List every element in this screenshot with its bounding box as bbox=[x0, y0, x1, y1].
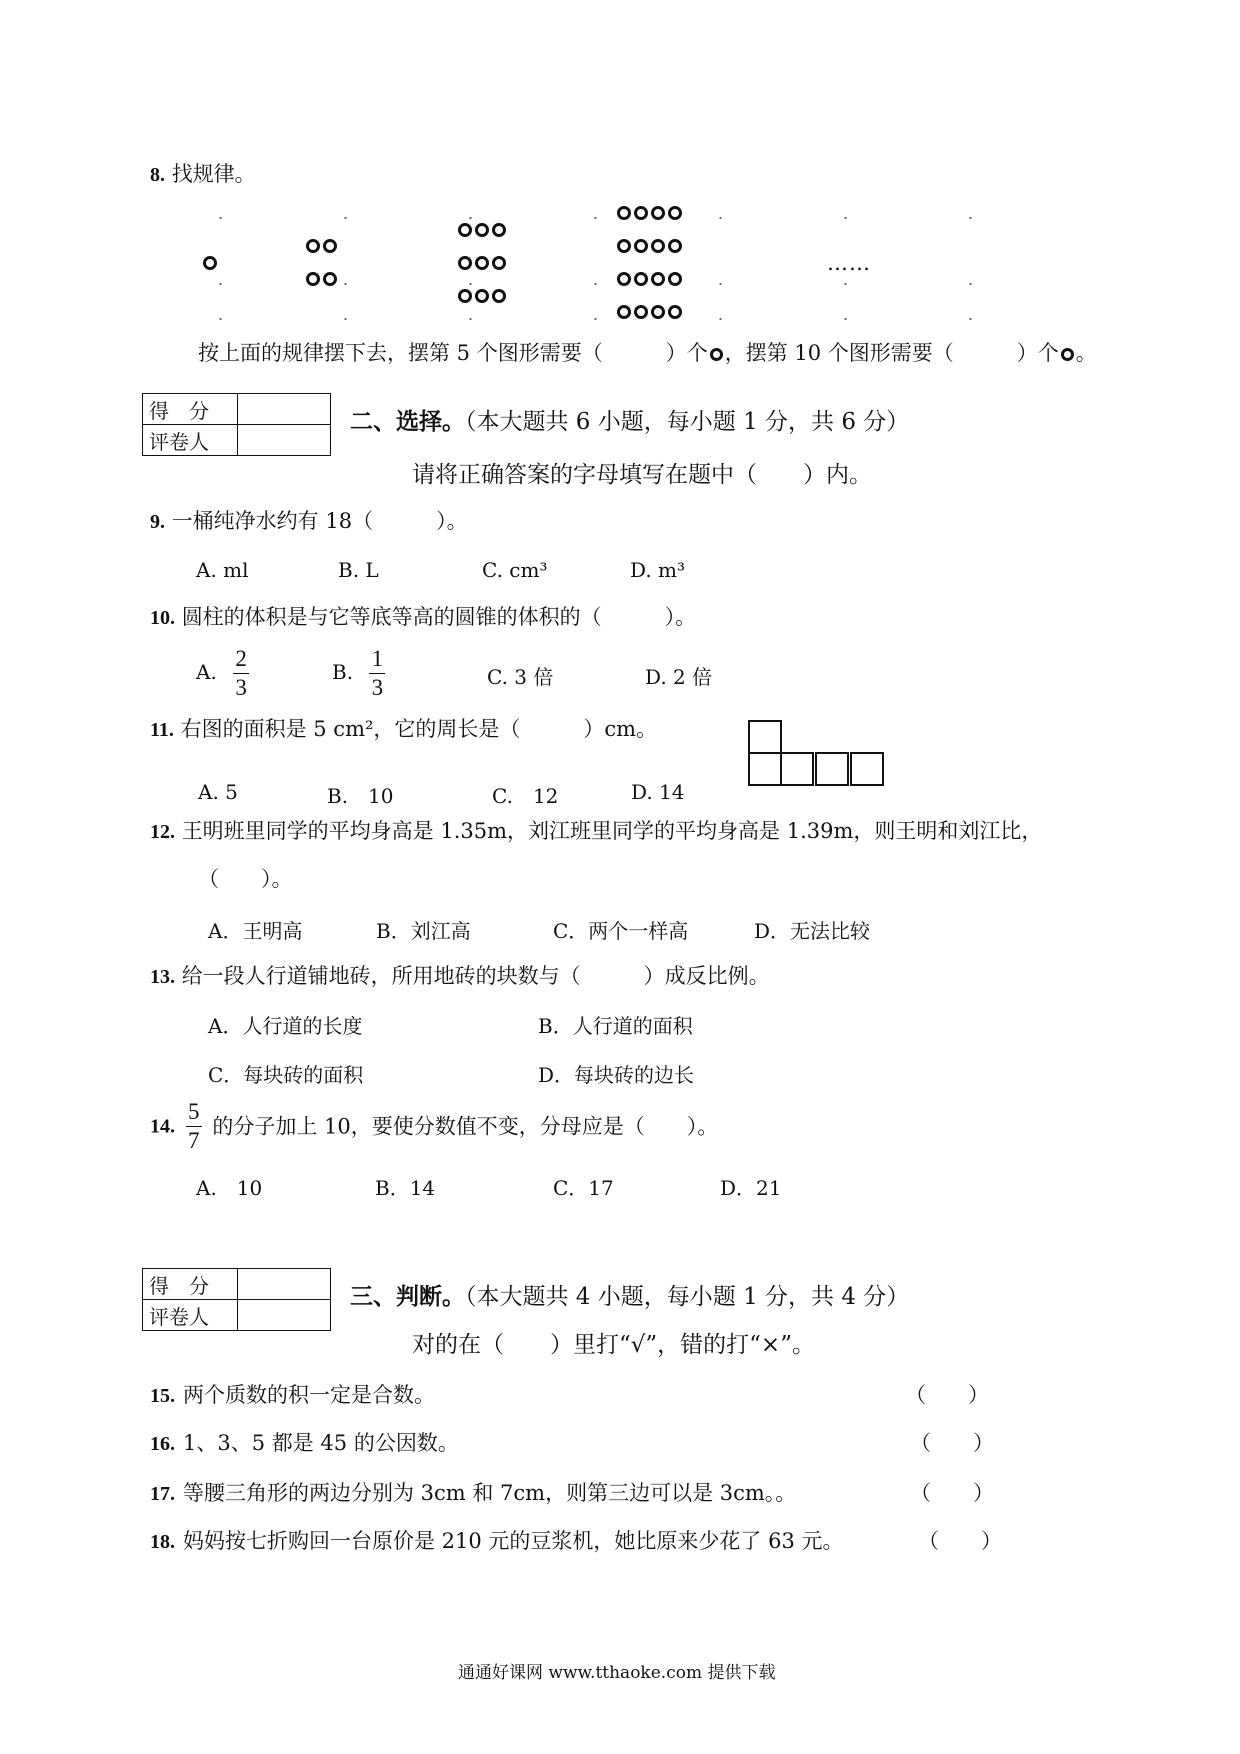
score-field[interactable] bbox=[238, 1269, 331, 1300]
option-a[interactable]: A．人行道的长度 bbox=[208, 1014, 363, 1038]
pattern-row bbox=[306, 269, 340, 302]
score-label: 得 分 bbox=[143, 394, 238, 425]
reviewer-label: 评卷人 bbox=[143, 1300, 238, 1331]
ring-icon bbox=[492, 223, 506, 237]
question-number: 13. bbox=[150, 966, 175, 988]
ring-icon bbox=[668, 239, 682, 253]
question-text: 找规律。 bbox=[171, 162, 256, 186]
ring-icon bbox=[651, 206, 665, 220]
q13 bbox=[150, 963, 770, 990]
option-d[interactable]: D. 2 倍 bbox=[645, 665, 713, 689]
answer-blank[interactable]: （ ） bbox=[910, 1431, 994, 1455]
option-label: A. bbox=[196, 660, 217, 684]
pattern-row bbox=[617, 203, 685, 236]
ring-icon bbox=[475, 223, 489, 237]
section-scoring: （本大题共 6 小题，每小题 1 分，共 6 分） bbox=[465, 409, 910, 435]
score-table bbox=[142, 393, 331, 456]
question-number: 14. bbox=[150, 1115, 175, 1138]
option-d[interactable]: D. 14 bbox=[631, 780, 685, 804]
option-b[interactable]: B. L bbox=[338, 558, 379, 582]
question-number: 9. bbox=[150, 511, 165, 533]
section-instruction: 请将正确答案的字母填写在题中（ ）内。 bbox=[412, 462, 872, 488]
judgement-question bbox=[150, 1480, 796, 1507]
pattern-row bbox=[458, 219, 509, 252]
question-text: 右图的面积是 5 cm²，它的周长是（ ）cm。 bbox=[180, 717, 658, 741]
ring-icon bbox=[651, 272, 665, 286]
option-c[interactable]: C．每块砖的面积 bbox=[208, 1063, 364, 1087]
option-a[interactable]: A．王明高 bbox=[208, 919, 303, 943]
q12 bbox=[150, 818, 1042, 845]
section-heading bbox=[350, 1278, 909, 1311]
reviewer-label: 评卷人 bbox=[143, 425, 238, 456]
section-heading bbox=[350, 403, 909, 436]
option-b[interactable] bbox=[332, 646, 385, 701]
question-number: 18. bbox=[150, 1531, 175, 1553]
ring-icon bbox=[634, 206, 648, 220]
question-text: 圆柱的体积是与它等底等高的圆锥的体积的（ ）。 bbox=[181, 605, 697, 629]
answer-blank[interactable]: （ ）。 bbox=[198, 867, 293, 891]
question-text: 一桶纯净水约有 18（ ）。 bbox=[171, 509, 468, 533]
pattern-row bbox=[617, 236, 685, 269]
option-a[interactable]: A. ml bbox=[196, 558, 249, 582]
question-number: 8. bbox=[150, 164, 165, 186]
fraction bbox=[186, 1099, 202, 1154]
question-number: 17. bbox=[150, 1483, 175, 1505]
question-text: 王明班里同学的平均身高是 1.35m，刘江班里同学的平均身高是 1.39m，则王明和刘江比， bbox=[181, 819, 1043, 843]
option-c[interactable]: C．17 bbox=[553, 1176, 614, 1200]
grid-square bbox=[815, 752, 849, 786]
question-text: 1、3、5 都是 45 的公因数。 bbox=[183, 1431, 459, 1455]
option-c[interactable]: C. 12 bbox=[492, 784, 559, 808]
question-number: 12. bbox=[150, 821, 175, 843]
judgement-question bbox=[150, 1382, 435, 1409]
ring-icon bbox=[617, 305, 631, 319]
pattern-row bbox=[458, 285, 509, 318]
grid-square bbox=[780, 752, 814, 786]
fraction-bar bbox=[186, 1126, 202, 1127]
grid-square bbox=[850, 752, 884, 786]
ring-icon bbox=[668, 305, 682, 319]
ring-icon bbox=[458, 223, 472, 237]
ring-icon bbox=[492, 289, 506, 303]
ring-icon bbox=[475, 289, 489, 303]
option-b[interactable]: B．刘江高 bbox=[376, 919, 471, 943]
pattern-ellipsis: …… bbox=[827, 251, 871, 275]
option-label: B. bbox=[332, 660, 354, 684]
pattern-figure bbox=[306, 236, 340, 302]
ring-icon bbox=[306, 272, 320, 286]
ring-icon bbox=[651, 305, 665, 319]
fill-text-part2: ，摆第 10 个图形需要（ ）个 bbox=[724, 341, 1059, 365]
pattern-row bbox=[203, 252, 220, 285]
fraction bbox=[369, 646, 385, 701]
option-d[interactable]: D．无法比较 bbox=[754, 919, 871, 943]
option-a[interactable] bbox=[196, 646, 249, 701]
question-text: 的分子加上 10，要使分数值不变，分母应是（ ）。 bbox=[212, 1114, 719, 1139]
ring-icon bbox=[634, 272, 648, 286]
score-table bbox=[142, 1268, 331, 1331]
judgement-question bbox=[150, 1528, 844, 1555]
fill-text-end: 。 bbox=[1075, 341, 1097, 365]
ring-icon bbox=[617, 206, 631, 220]
question-number: 15. bbox=[150, 1385, 175, 1407]
q9 bbox=[150, 508, 468, 535]
ring-icon bbox=[458, 289, 472, 303]
ring-icon bbox=[634, 239, 648, 253]
ring-icon bbox=[475, 256, 489, 270]
ring-icon bbox=[634, 305, 648, 319]
score-field[interactable] bbox=[238, 394, 331, 425]
fraction bbox=[233, 646, 249, 701]
judgement-question bbox=[150, 1430, 459, 1457]
fraction-numerator: 5 bbox=[187, 1099, 200, 1124]
q11 bbox=[150, 716, 657, 743]
grid-square bbox=[748, 720, 782, 754]
fraction-denominator: 7 bbox=[187, 1128, 200, 1153]
footer-credit: 通通好课网 www.tthaoke.com 提供下载 bbox=[458, 1663, 776, 1683]
section-title: 二、选择。 bbox=[350, 409, 465, 435]
question-text: 等腰三角形的两边分别为 3cm 和 7cm，则第三边可以是 3cm。。 bbox=[183, 1481, 797, 1505]
answer-blank[interactable]: （ ） bbox=[910, 1481, 994, 1505]
question-text: 两个质数的积一定是合数。 bbox=[183, 1383, 435, 1407]
question-number: 16. bbox=[150, 1433, 175, 1455]
option-c[interactable]: C. 3 倍 bbox=[487, 665, 554, 689]
ring-icon bbox=[492, 256, 506, 270]
option-b[interactable]: B．人行道的面积 bbox=[538, 1014, 693, 1038]
option-d[interactable]: D．每块砖的边长 bbox=[538, 1063, 695, 1087]
fraction-denominator: 3 bbox=[235, 675, 247, 700]
fraction-numerator: 2 bbox=[235, 646, 247, 671]
score-label: 得 分 bbox=[143, 1269, 238, 1300]
section-title: 三、判断。 bbox=[350, 1284, 465, 1310]
q8-fill-blank bbox=[198, 340, 1097, 366]
pattern-row bbox=[617, 302, 685, 335]
pattern-row bbox=[617, 269, 685, 302]
pattern-figure bbox=[458, 219, 509, 318]
ring-icon bbox=[668, 206, 682, 220]
ring-icon bbox=[458, 256, 472, 270]
ring-icon bbox=[617, 239, 631, 253]
pattern-figure bbox=[203, 252, 220, 285]
pattern-row bbox=[458, 252, 509, 285]
question-text: 给一段人行道铺地砖，所用地砖的块数与（ ）成反比例。 bbox=[181, 964, 770, 988]
ring-icon bbox=[710, 348, 723, 361]
option-d[interactable]: D．21 bbox=[720, 1176, 782, 1200]
section-instruction: 对的在（ ）里打“√”，错的打“×”。 bbox=[412, 1332, 815, 1358]
option-c[interactable]: C．两个一样高 bbox=[553, 919, 689, 943]
ring-icon bbox=[323, 239, 337, 253]
option-a[interactable]: A. 5 bbox=[198, 780, 238, 804]
grid-square bbox=[748, 752, 782, 786]
fraction-numerator: 1 bbox=[371, 646, 384, 671]
question-text: 妈妈按七折购回一台原价是 210 元的豆浆机，她比原来少花了 63 元。 bbox=[183, 1529, 844, 1553]
option-c[interactable]: C. cm³ bbox=[482, 558, 548, 582]
ring-icon bbox=[617, 272, 631, 286]
q14 bbox=[150, 1099, 718, 1154]
ring-icon bbox=[203, 256, 217, 270]
question-number: 11. bbox=[150, 719, 174, 741]
pattern-row bbox=[306, 236, 340, 269]
option-a[interactable]: A. 10 bbox=[196, 1176, 263, 1200]
ring-icon bbox=[306, 239, 320, 253]
pattern-figure bbox=[617, 203, 685, 335]
reviewer-field[interactable] bbox=[238, 425, 331, 456]
q8-heading bbox=[150, 161, 256, 188]
answer-blank[interactable]: （ ） bbox=[905, 1383, 989, 1407]
ring-icon bbox=[668, 272, 682, 286]
question-number: 10. bbox=[150, 607, 175, 629]
q10 bbox=[150, 604, 696, 631]
fraction-bar bbox=[369, 673, 385, 674]
option-b[interactable]: B．14 bbox=[375, 1176, 436, 1200]
fraction-bar bbox=[233, 673, 249, 674]
section-scoring: （本大题共 4 小题，每小题 1 分，共 4 分） bbox=[465, 1284, 910, 1310]
option-b[interactable]: B. 10 bbox=[327, 784, 394, 808]
ring-icon bbox=[323, 272, 337, 286]
option-d[interactable]: D. m³ bbox=[630, 558, 686, 582]
fraction-denominator: 3 bbox=[371, 675, 384, 700]
reviewer-field[interactable] bbox=[238, 1300, 331, 1331]
fill-text-part1: 按上面的规律摆下去，摆第 5 个图形需要（ ）个 bbox=[198, 341, 708, 365]
ring-icon bbox=[1061, 348, 1074, 361]
answer-blank[interactable]: （ ） bbox=[918, 1529, 1002, 1553]
ring-icon bbox=[651, 239, 665, 253]
